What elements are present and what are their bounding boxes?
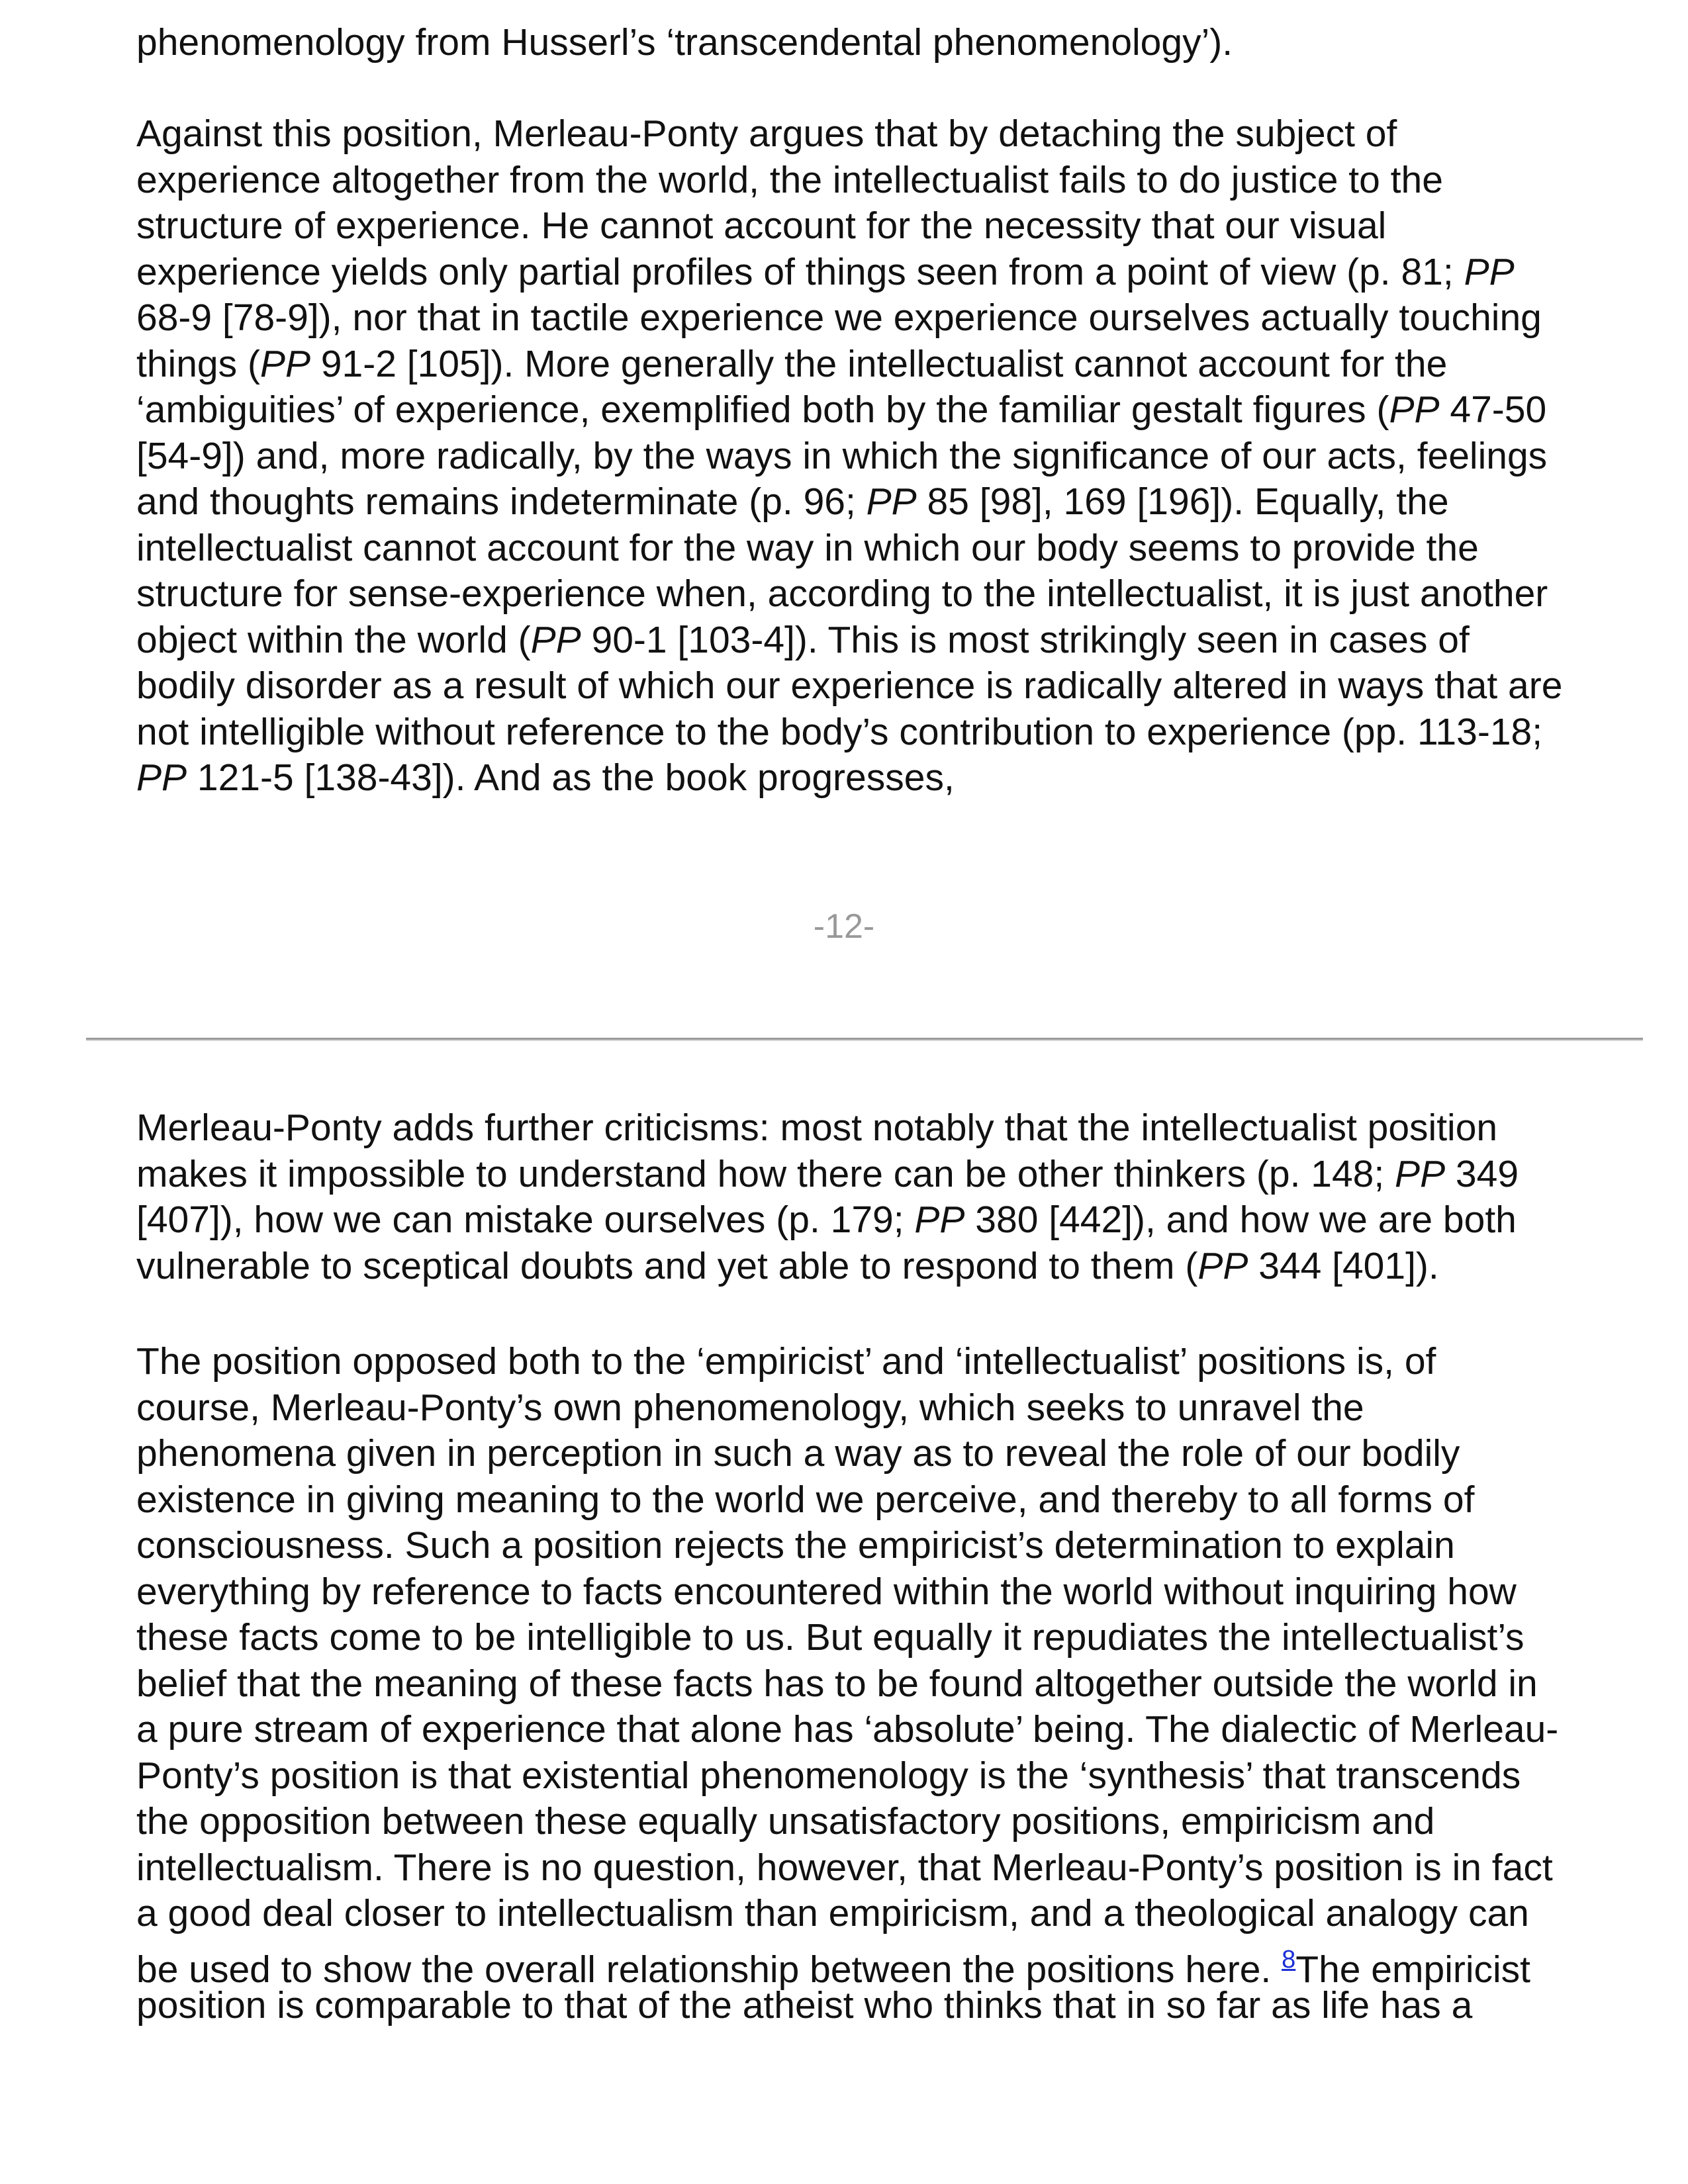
page-number: -12- [813,907,875,946]
text-line [136,663,1632,709]
text-line [136,617,1632,664]
text-segment: The empiricist [1295,1948,1530,1991]
text-line [136,1983,1632,2029]
text-segment: a pure stream of experience that alone has ‘absolute’ being. The dialectic of Merleau- [136,1708,1559,1751]
text-segment: The position opposed both to the ‘empiricist’ and ‘intellectualist’ positions is, of [136,1340,1436,1383]
text-line [136,433,1632,480]
text-line [136,1152,1632,1198]
text-segment: Against this position, Merleau-Ponty argues that by detaching the subject of [136,113,1397,155]
text-segment: experience altogether from the world, the intellectualist fails to do justice to the [136,158,1443,201]
text-segment: course, Merleau-Ponty’s own phenomenology, which seeks to unravel the [136,1386,1364,1429]
text-line [136,20,1632,66]
text-segment: ‘ambiguities’ of experience, exemplified both by the familiar gestalt figures ( [136,388,1389,431]
text-segment: 91-2 [105]). More generally the intellectualist cannot account for the [310,342,1448,385]
text-segment: structure of experience. He cannot account for the necessity that our visual [136,205,1387,247]
text-segment: phenomenology from Husserl’s ‘transcendental phenomenology’). [136,21,1233,64]
text-segment: 344 [401]). [1248,1244,1439,1287]
text-segment: 380 [442]), and how we are both [964,1199,1517,1241]
text-line [136,1523,1632,1569]
text-segment: things ( [136,342,260,385]
text-segment: experience yields only partial profiles of things seen from a point of view (p. 81; [136,250,1464,293]
text-segment: Ponty’s position is that existential phenomenology is the ‘synthesis’ that transcends [136,1754,1521,1797]
citation-abbreviation: PP [1197,1244,1248,1287]
text-line [136,709,1632,756]
text-segment: 47-50 [1439,388,1547,431]
text-segment: belief that the meaning of these facts has to be found altogether outside the world in [136,1662,1538,1705]
text-segment: everything by reference to facts encountered within the world without inquiring how [136,1570,1517,1613]
text-segment: object within the world ( [136,618,531,661]
text-segment: consciousness. Such a position rejects the empiricist’s determination to explain [136,1524,1455,1567]
text-segment: 85 [98], 169 [196]). Equally, the [916,480,1449,523]
citation-abbreviation: PP [259,342,310,385]
text-line [136,250,1632,296]
text-line [136,203,1632,250]
text-line [136,1385,1632,1432]
text-line [136,1477,1632,1524]
page-divider [86,1038,1643,1041]
paragraph-existential-phenomenology [136,1339,1632,2029]
paragraph-intellectualist-critique [136,111,1632,801]
text-line [136,1891,1632,1937]
text-segment: 68-9 [78-9]), nor that in tactile experience we experience ourselves actually touching [136,296,1542,339]
text-segment: position is comparable to that of the atheist who thinks that in so far as life has a [136,1984,1473,2026]
text-segment: Merleau-Ponty adds further criticisms: most notably that the intellectualist position [136,1107,1498,1149]
previous-paragraph-tail [136,20,1632,66]
citation-abbreviation: PP [1395,1152,1446,1195]
citation-abbreviation: PP [914,1199,965,1241]
text-segment: 90-1 [103-4]). This is most strikingly seen in cases of [581,618,1470,661]
text-segment: the opposition between these equally unsatisfactory positions, empiricism and [136,1800,1435,1843]
citation-abbreviation: PP [530,618,581,661]
text-segment: a good deal closer to intellectualism than empiricism, and a theological analogy can [136,1892,1529,1934]
text-segment: be used to show the overall relationship between the positions here. [136,1948,1282,1991]
text-segment: phenomena given in perception in such a way as to reveal the role of our bodily [136,1432,1460,1475]
text-line [136,1197,1632,1244]
text-segment: intellectualist cannot account for the way in which our body seems to provide the [136,526,1479,569]
text-line [136,1431,1632,1477]
text-line [136,387,1632,433]
text-line [136,1661,1632,1707]
footnote-link[interactable]: 8 [1282,1945,1296,1974]
text-line [136,1753,1632,1799]
text-segment: not intelligible without reference to the body’s contribution to experience (pp. 113-18; [136,710,1543,753]
text-segment: vulnerable to sceptical doubts and yet able to respond to them ( [136,1244,1198,1287]
text-line [136,341,1632,388]
text-line [136,1339,1632,1385]
text-line [136,158,1632,204]
citation-abbreviation: PP [1389,388,1440,431]
text-line [136,1937,1632,1991]
text-segment: these facts come to be intelligible to us. But equally it repudiates the intellectualist’s [136,1616,1524,1659]
text-segment: and thoughts remains indeterminate (p. 96; [136,480,867,523]
text-line [136,571,1632,617]
text-line [136,1707,1632,1753]
text-segment: structure for sense-experience when, according to the intellectualist, it is just another [136,572,1548,615]
text-line [136,1244,1632,1290]
text-line [136,1615,1632,1661]
text-segment: existence in giving meaning to the world we perceive, and thereby to all forms of [136,1478,1475,1521]
citation-abbreviation: PP [1464,250,1515,293]
text-segment: [407]), how we can mistake ourselves (p. 179; [136,1199,915,1241]
citation-abbreviation: PP [866,480,917,523]
text-line [136,525,1632,572]
citation-abbreviation: PP [136,756,187,799]
text-line [136,1569,1632,1615]
text-segment: makes it impossible to understand how there can be other thinkers (p. 148; [136,1152,1395,1195]
text-line [136,479,1632,525]
text-line [136,1799,1632,1845]
text-line [136,755,1632,801]
text-segment: intellectualism. There is no question, however, that Merleau-Ponty’s position is in fact [136,1846,1553,1889]
text-segment: [54-9]) and, more radically, by the ways in which the significance of our acts, feelings [136,434,1548,477]
text-segment: 349 [1445,1152,1519,1195]
text-line [136,295,1632,341]
text-line [136,111,1632,158]
text-segment: 121-5 [138-43]). And as the book progresses, [187,756,955,799]
paragraph-further-criticisms [136,1105,1632,1289]
text-segment: bodily disorder as a result of which our experience is radically altered in ways that are [136,664,1563,707]
text-line [136,1845,1632,1891]
text-line [136,1105,1632,1152]
